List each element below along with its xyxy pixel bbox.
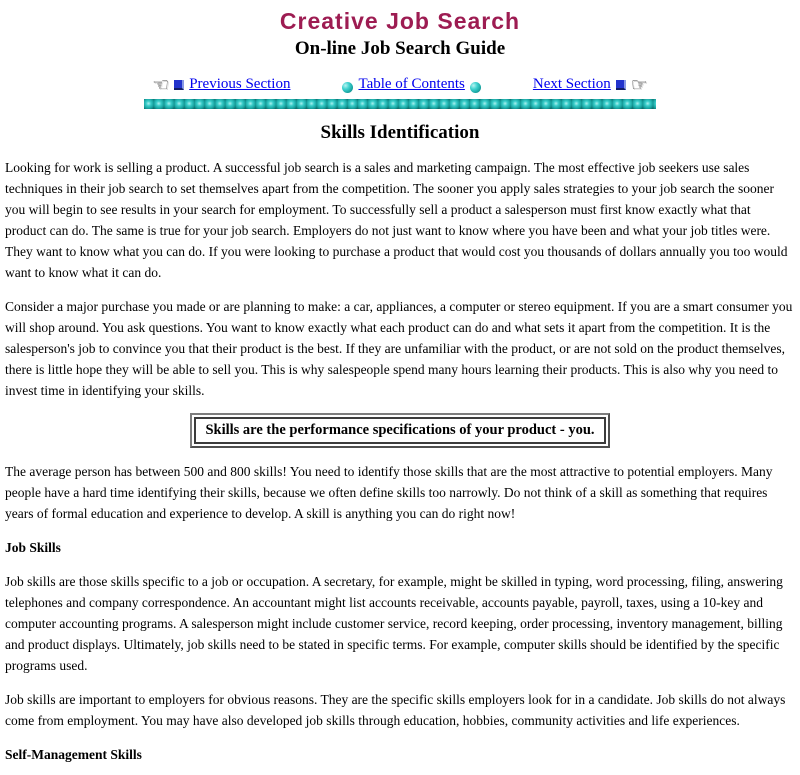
teal-ball-icon: [342, 82, 353, 93]
self-management-skills-heading: Self-Management Skills: [5, 747, 142, 762]
teal-ball-icon: [470, 82, 481, 93]
site-subtitle: On-line Job Search Guide: [294, 38, 506, 59]
page-title: Skills Identification: [320, 122, 480, 143]
hand-pointing-right-icon: ☞: [630, 73, 648, 96]
paragraph-average-skills: The average person has between 500 and 800 skills! You need to identify those skills that are the most attractive to potential employers. Many people have a hard time identifying their skills, because we often define skills too narrowly. Do not think of a skill as something that requires years of formal education and experience to develop. A skill is anything you can do right now!: [5, 464, 773, 521]
blue-square-icon: [174, 80, 184, 90]
article-body: [5, 157, 795, 765]
nav-next-group: [532, 73, 648, 96]
section-nav: [5, 73, 795, 96]
hand-pointing-left-icon: ☜: [152, 73, 170, 96]
nav-toc-group: [342, 76, 480, 93]
callout-text: Skills are the performance specifications of your product - you.: [194, 417, 605, 444]
nav-previous-group: [152, 73, 291, 96]
next-section-link[interactable]: Next Section: [532, 76, 611, 92]
callout-wrap: [5, 413, 795, 448]
paragraph-consumer: Consider a major purchase you made or are planning to make: a car, appliances, a computer or stereo equipment. If you are a smart consumer you will shop around. You ask questions. You want to know exactly what each product can do and what sets it apart from the competition. It is the salesperson's job to convince you that their product is the best. If they are unfamiliar with the product, or are not sold on the product themselves, there is little hope they will be able to sell you. This is why salespeople spend many hours learning their products. This is also why you need to invest time in identifying your skills.: [5, 299, 793, 398]
job-skills-heading: Job Skills: [5, 540, 61, 555]
paragraph-job-skills-2: Job skills are important to employers for obvious reasons. They are the specific skills employers look for in a candidate. Job skills do not always come from employment. You may have also developed job skills through education, hobbies, community activities and life experiences.: [5, 692, 786, 728]
site-title: Creative Job Search: [279, 8, 521, 34]
blue-square-icon: [616, 80, 626, 90]
bead-divider: [144, 99, 656, 109]
paragraph-intro: Looking for work is selling a product. A successful job search is a sales and marketing campaign. The most effective job seekers use sales techniques in their job search to set themselves apart from the competition. The sooner you apply sales strategies to your job search the sooner you will begin to see results in your search for employment. To successfully sell a product a salesperson must first know exactly what that product can do. The same is true for your job search. Employers do not just want to know where you have been and what your job titles were. They want to know what you can do. If you were looking to purchase a product that would cost you thousands of dollars annually you too would want to know what it can do.: [5, 160, 788, 280]
previous-section-link[interactable]: Previous Section: [189, 76, 291, 92]
callout-box: [190, 413, 609, 448]
paragraph-job-skills-1: Job skills are those skills specific to a job or occupation. A secretary, for example, might be skilled in typing, word processing, filing, answering telephones and company correspondence. An accountant might list accounts receivable, accounts payable, payroll, taxes, using a 10-key and computer accounting programs. A salesperson might include customer service, record keeping, order processing, inventory management, billing and product displays. Ultimately, job skills need to be stated in specific terms. For example, computer skills should be identified by the specific programs used.: [5, 574, 783, 673]
table-of-contents-link[interactable]: Table of Contents: [358, 76, 465, 92]
